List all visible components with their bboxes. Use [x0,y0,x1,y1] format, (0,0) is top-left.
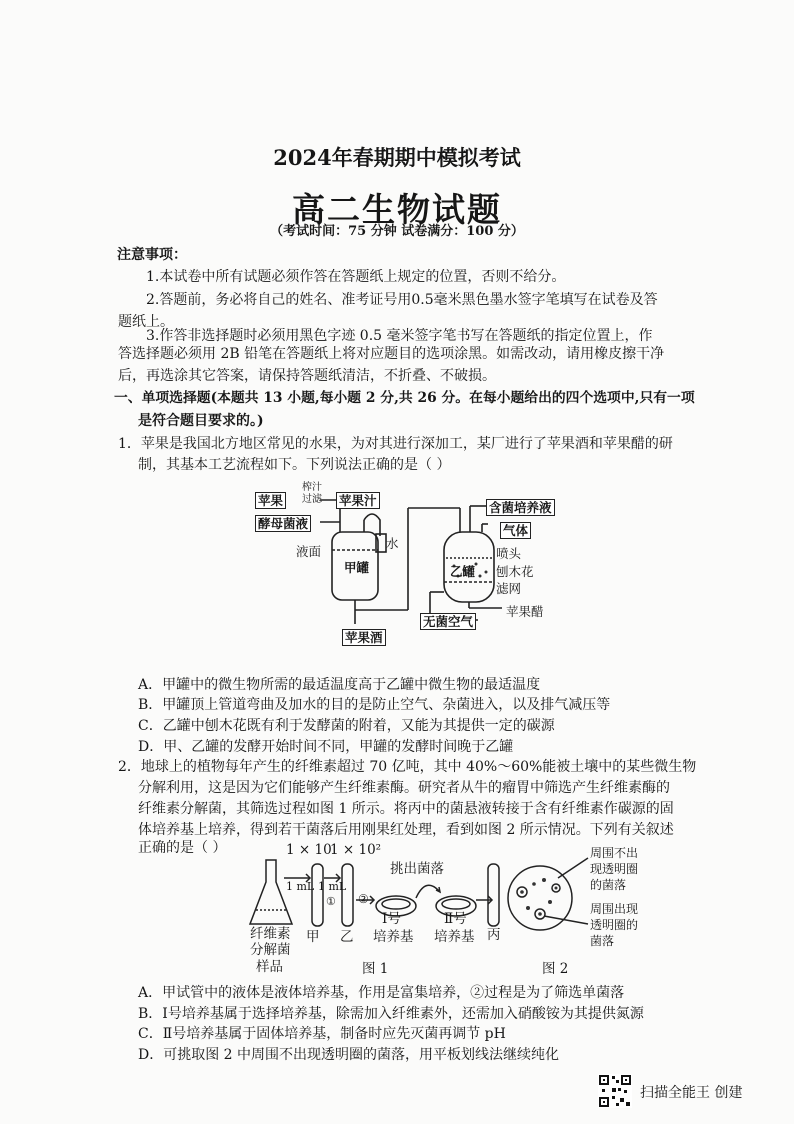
medium-2-label: Ⅱ号 [444,911,467,927]
tube-yi-label: 乙 [340,929,354,945]
sterile-air-box: 无菌空气 [420,613,476,630]
gas-box: 气体 [500,522,531,539]
sample-label-1: 纤维素 [250,926,291,942]
q2-stem-3: 纤维素分解菌，其筛选过程如图 1 所示。将丙中的菌悬液转接于含有纤维素作碳源的固 [138,801,674,817]
cider-box: 苹果酒 [342,629,386,646]
note-line-6: 后，再选涂其它答案，请保持答题纸清洁，不折叠、不破损。 [118,368,496,384]
note-line-5: 答选择题必须用 2B 铅笔在答题纸上将对应题目的选项涂黑。如需改动，请用橡皮擦干净 [118,346,665,362]
juice-box: 苹果汁 [336,492,380,509]
nozzle-label: 喷头 [496,546,522,561]
figure-1-caption: 图 1 [362,961,389,977]
q1-stem-2: 制，其基本工艺流程如下。下列说法正确的是（ ） [138,457,451,473]
yeast-box: 酵母菌液 [255,515,311,532]
q2-option-d: D．可挑取图 2 中周围不出现透明圈的菌落，用平板划线法继续纯化 [138,1047,560,1063]
volume-1: 1 mL [286,880,315,893]
q2-stem-1: 2．地球上的植物每年产生的纤维素超过 70 亿吨，其中 40%～60%能被土壤中的某些微生物 [118,759,697,775]
q2-stem-4: 体培养基上培养，得到若干菌落后用刚果红处理，看到如图 2 所示情况。下列有关叙述 [138,822,674,838]
note-line-2: 2.答题前，务必将自己的姓名、准考证号用0.5毫米黑色墨水签字笔填写在试卷及答 [146,292,658,308]
q2-option-b: B．Ⅰ号培养基属于选择培养基，除需加入纤维素外，还需加入硝酸铵为其提供氮源 [138,1006,644,1022]
tank-yi-label: 乙罐 [450,564,476,579]
medium-1-label: Ⅰ号 [382,911,401,927]
paper-title: 高二生物试题 [292,190,502,229]
tube-bing-label: 丙 [487,927,501,943]
q2-screening-diagram [244,840,590,964]
q1-option-d: D．甲、乙罐的发酵开始时间不同，甲罐的发酵时间晚于乙罐 [138,739,514,755]
grind-label: 榨汁 [302,482,322,493]
bacteria-medium-box: 含菌培养液 [486,499,555,516]
shavings-label: 刨木花 [496,564,534,579]
surface-label: 液面 [296,544,322,559]
dilution-1: 1 × 10 [286,842,332,858]
figure-2-caption: 图 2 [542,961,569,977]
exam-title: 2024年春期期中模拟考试 [273,145,521,170]
q1-stem-1: 1．苹果是我国北方地区常见的水果，为对其进行深加工，某厂进行了苹果酒和苹果醋的研 [118,436,673,452]
q2-stem-5: 正确的是（ ） [138,840,227,856]
q1-option-a: A．甲罐中的微生物所需的最适温度高于乙罐中微生物的最适温度 [138,677,541,693]
medium-2-label-2: 培养基 [434,929,475,945]
halo-label-3: 菌落 [590,934,615,948]
vinegar-label: 苹果醋 [506,604,544,619]
exam-info: （考试时间：75 分钟 试卷满分：100 分） [270,224,524,239]
medium-1-label-2: 培养基 [373,929,414,945]
tank-jia-label: 甲罐 [344,560,370,575]
note-line-4: 3.作答非选择题时必须用黑色字迹 0.5 毫米签字笔书写在答题纸的指定位置上，作 [146,328,653,344]
dilution-2: 1 × 10² [330,842,382,858]
volume-2: 1 mL [318,880,347,893]
step-1-label: ① [326,895,336,908]
note-line-1: 1.本试卷中所有试题必须作答在答题纸上规定的位置，否则不给分。 [146,269,566,285]
note-line-3: 题纸上。 [118,314,174,330]
q2-stem-2: 分解利用，这是因为它们能够产生纤维素酶。研究者从牛的瘤胃中筛选产生纤维素酶的 [138,780,670,796]
section1-heading: 一、单项选择题(本题共 13 小题,每小题 2 分,共 26 分。在每小题给出的四个选项中,只有一项 [114,390,695,406]
q1-option-c: C．乙罐中刨木花既有利于发酵菌的附着，又能为其提供一定的碳源 [138,718,555,734]
tube-jia-label: 甲 [306,929,320,945]
no-halo-label-3: 的菌落 [590,878,627,892]
filter-label: 过滤 [302,494,322,505]
no-halo-label-2: 现透明圈 [590,862,639,876]
scanner-watermark: 扫描全能王 创建 [640,1085,743,1101]
apple-box: 苹果 [255,492,286,509]
step-2-label: ② [358,892,369,906]
mesh-label: 滤网 [496,581,522,596]
q2-option-a: A．甲试管中的液体是液体培养基，作用是富集培养，②过程是为了筛选单菌落 [138,985,625,1001]
halo-label-2: 透明圈的 [590,918,639,932]
notes-heading: 注意事项： [117,247,187,263]
sample-label-2: 分解菌 [250,942,291,958]
q1-option-b: B．甲罐顶上管道弯曲及加水的目的是防止空气、杂菌进入，以及排气减压等 [138,697,611,713]
water-label: 水 [386,536,399,551]
pick-colony-label: 挑出菌落 [390,861,444,877]
sample-label-3: 样品 [256,959,283,975]
qr-code-icon [598,1074,632,1108]
no-halo-label-1: 周围不出 [590,846,639,860]
section1-heading-2: 是符合题目要求的。) [138,413,264,429]
q2-option-c: C．Ⅱ号培养基属于固体培养基，制备时应先灭菌再调节 pH [138,1026,506,1042]
halo-label-1: 周围出现 [590,902,639,916]
